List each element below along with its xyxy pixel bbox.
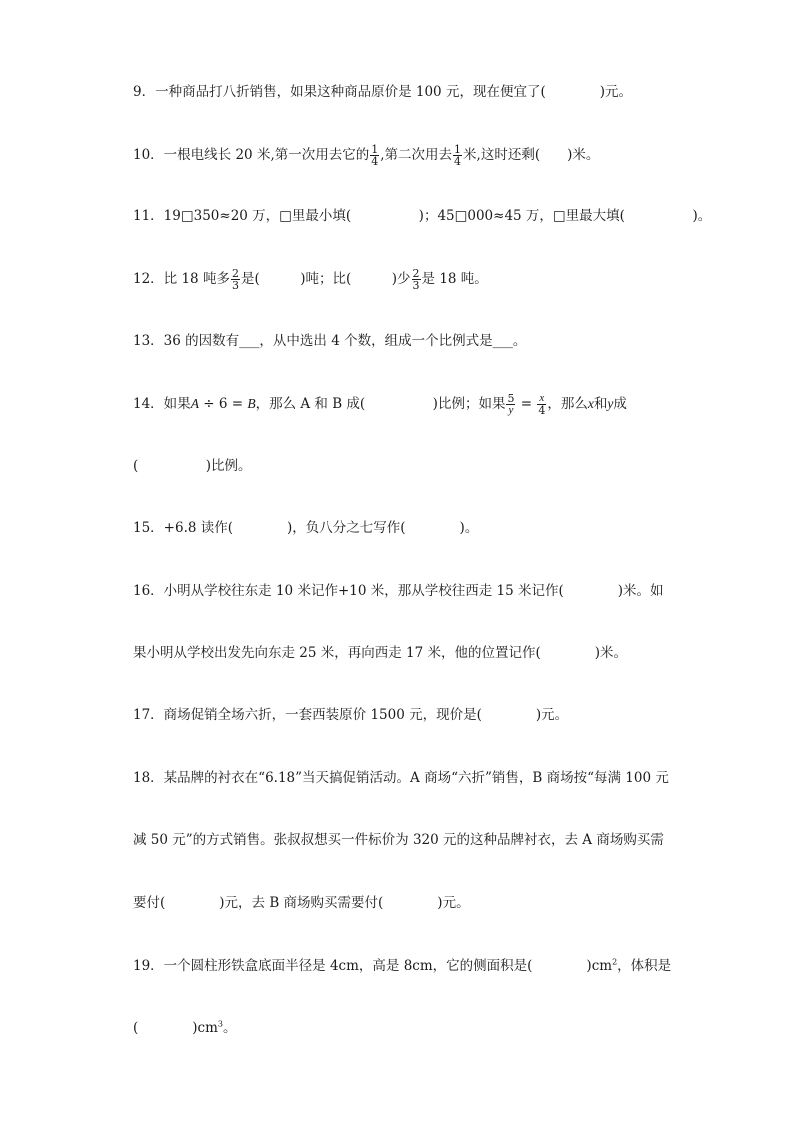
fraction: $\frac{5}{y}$	[507, 392, 515, 416]
question-15: 15．+6.8 读作( )，负八分之七写作( )。	[133, 520, 479, 536]
question-19-line-2: ( )$cm^3$。	[133, 1019, 237, 1036]
question-10: 10．一根电线长 20 米,第一次用去它的 $\frac{1}{4}$ ,第二次用去 $\frac{1}{4}$ 米,这时还剩( )米。	[133, 143, 600, 168]
question-18-line-3: 要付( )元，去 B 商场购买需要付( )元。	[133, 895, 470, 911]
question-11: 11．19□350≈20 万，□里最小填( )；45□000≈45 万，□里最大填( )。	[133, 208, 712, 224]
question-19-line-1: 19．一个圆柱形铁盒底面半径是 4cm，高是 8cm，它的侧面积是( )$cm^2$，体积是	[133, 957, 672, 974]
fraction: $\frac{x}{4}$	[538, 392, 546, 417]
question-13: 13．36 的因数有___，从中选出 4 个数，组成一个比例式是___。	[133, 333, 527, 349]
question-9: 9．一种商品打八折销售，如果这种商品原价是 100 元，现在便宜了( )元。	[133, 84, 632, 100]
fraction: $\frac{2}{3}$	[412, 267, 420, 292]
fraction: $\frac{2}{3}$	[231, 267, 239, 292]
question-16-line-2: 果小明从学校出发先向东走 25 米，再向西走 17 米，他的位置记作( )米。	[133, 645, 628, 661]
question-18-line-2: 减 50 元”的方式销售。张叔叔想买一件标价为 320 元的这种品牌衬衣，去 A 商场购买需	[133, 832, 664, 848]
question-14-line-1: 14．如果A ÷ 6 = B，那么 A 和 B 成( )比例；如果 $\frac{5}{y}$ = $\frac{x}{4}$ ，那么x和y成	[133, 392, 627, 417]
question-18-line-1: 18．某品牌的衬衣在“6.18”当天搞促销活动。A 商场“六折”销售，B 商场按“每满 100 元	[133, 770, 669, 786]
question-14-line-2: ( )比例。	[133, 458, 252, 474]
question-17: 17．商场促销全场六折，一套西装原价 1500 元，现价是( )元。	[133, 707, 569, 723]
fraction: $\frac{1}{4}$	[371, 143, 379, 168]
question-16-line-1: 16．小明从学校往东走 10 米记作+10 米，那从学校往西走 15 米记作( )米。如	[133, 583, 664, 599]
fraction: $\frac{1}{4}$	[454, 143, 462, 168]
question-12: 12．比 18 吨多 $\frac{2}{3}$ 是( )吨；比( )少 $\frac{2}{3}$ 是 18 吨。	[133, 267, 488, 292]
